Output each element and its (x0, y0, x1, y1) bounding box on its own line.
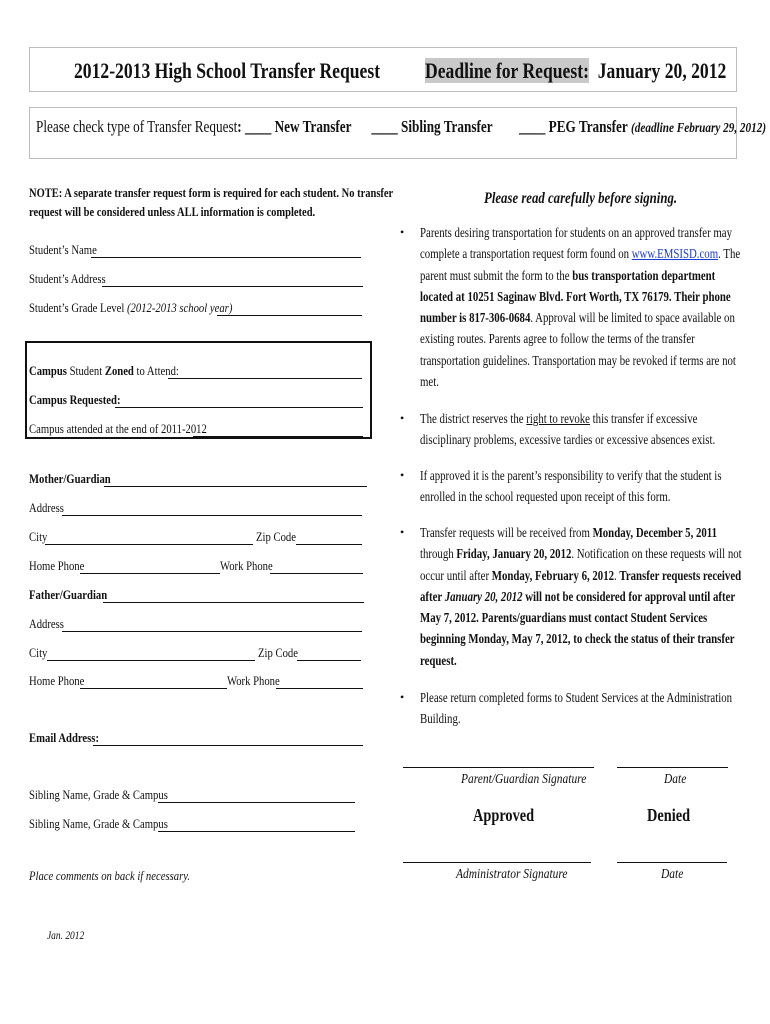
campus-zoned-field[interactable] (168, 378, 362, 379)
parent-signature-field[interactable] (403, 767, 594, 768)
deadline (425, 58, 770, 84)
sibling-2-label: Sibling Name, Grade & Campus (29, 816, 168, 831)
student-grade-label: Student’s Grade Level (2012-2013 school year) (29, 300, 233, 315)
mother-city-field[interactable] (45, 544, 253, 545)
parent-date-label: Date (664, 772, 687, 787)
bullet-icon: • (400, 468, 405, 482)
mother-home-phone-field[interactable] (80, 573, 220, 574)
mother-city-label: City (29, 529, 48, 544)
campus-requested-field[interactable] (115, 407, 363, 408)
father-zip-label: Zip Code (258, 645, 298, 660)
email-field[interactable] (93, 745, 363, 746)
student-address-label: Student’s Address (29, 271, 106, 286)
student-name-label: Student’s Name (29, 242, 97, 257)
peg-transfer-option[interactable]: ____ PEG Transfer (deadline February 29, 2012) (518, 117, 767, 136)
admin-signature-label: Administrator Signature (456, 867, 568, 882)
sibling-transfer-option[interactable]: ____ Sibling Transfer (371, 117, 493, 136)
mother-home-phone-label: Home Phone (29, 558, 85, 573)
sibling-2-field[interactable] (158, 831, 355, 832)
mother-zip-label: Zip Code (256, 529, 296, 544)
instructions-heading: Please read carefully before signing. (484, 190, 678, 207)
mother-name-field[interactable] (104, 486, 367, 487)
instruction-transportation: Parents desiring transportation for students on an approved transfer may complete a transportation request form found on www.EMSISD.com. The parent must submit the form to the bus transportation department located at 10251 Saginaw Blvd. Fort Worth, TX 76179. Their phone number is 817-306-0684. Approval will be limited to space available on existing routes. Parents agree to follow the terms of the transfer transportation guidelines. Transportation may be revoked if terms are not met. (420, 225, 741, 390)
denied-option[interactable]: Denied (647, 805, 691, 825)
father-name-field[interactable] (103, 602, 364, 603)
deadline-label: Deadline for Request: (425, 58, 589, 83)
parent-date-field[interactable] (617, 767, 728, 768)
instruction-revoke: The district reserves the right to revoke this transfer if excessive disciplinary problems, excessive tardies or excessive absences exist. (420, 411, 716, 448)
father-address-field[interactable] (62, 631, 362, 632)
form-title: 2012-2013 High School Transfer Request (74, 58, 381, 83)
note-line-2: request will be considered unless ALL information is completed. (29, 205, 316, 219)
student-name-field[interactable] (91, 257, 361, 258)
instruction-verify: If approved it is the parent’s responsibility to verify that the student is enrolled in the school requested upon receipt of this form. (420, 468, 722, 505)
footer-date: Jan. 2012 (47, 930, 85, 942)
approved-option[interactable]: Approved (473, 805, 535, 825)
father-city-label: City (29, 645, 48, 660)
father-work-phone-label: Work Phone (227, 673, 280, 688)
request-type-prompt: Please check type of Transfer Request (36, 117, 238, 136)
campus-zoned-label: Campus Student Zoned to Attend: (29, 363, 179, 378)
mother-address-field[interactable] (62, 515, 362, 516)
admin-date-field[interactable] (617, 862, 727, 863)
campus-attended-field[interactable] (193, 436, 363, 437)
new-transfer-option[interactable]: ____ New Transfer (244, 117, 352, 136)
admin-date-label: Date (661, 867, 684, 882)
bullet-icon: • (400, 411, 405, 425)
sibling-1-field[interactable] (158, 802, 355, 803)
campus-attended-label: Campus attended at the end of 2011-2012 (29, 421, 207, 436)
sibling-1-label: Sibling Name, Grade & Campus (29, 787, 168, 802)
instruction-dates: Transfer requests will be received from Monday, December 5, 2011 through Friday, January 20, 2012. Notification on these requests will not occur until after Monday, February 6, 2012. Transfer requests received after January 20, 2012 will not be considered for approval until after May 7, 2012. Parents/guardians must contact Student Services beginning Monday, May 7, 2012, to check the status of their transfer request. (420, 525, 742, 668)
note-line-1: NOTE: A separate transfer request form is required for each student. No transfer (29, 186, 394, 200)
emsisd-link[interactable]: www.EMSISD.com (631, 246, 719, 262)
father-work-phone-field[interactable] (276, 688, 363, 689)
parent-signature-label: Parent/Guardian Signature (461, 772, 587, 787)
mother-address-label: Address (29, 500, 64, 515)
bullet-icon: • (400, 525, 405, 539)
request-type-row: Please check type of Transfer Request: ____ New Transfer ____ Sibling Transfer ____ PEG Transfer (deadline February 29, 2012) (36, 117, 767, 136)
deadline-date: January 20, 2012 (597, 58, 727, 83)
instruction-return: Please return completed forms to Student Services at the Administration Building. (420, 690, 733, 727)
student-grade-field[interactable] (217, 315, 362, 316)
bullet-icon: • (400, 690, 405, 704)
admin-signature-field[interactable] (403, 862, 591, 863)
campus-requested-label: Campus Requested: (29, 392, 121, 407)
comments-note: Place comments on back if necessary. (29, 868, 191, 883)
father-label: Father/Guardian (29, 587, 108, 602)
father-home-phone-field[interactable] (80, 688, 227, 689)
bullet-icon: • (400, 225, 405, 239)
mother-label: Mother/Guardian (29, 471, 111, 486)
email-label: Email Address: (29, 730, 99, 745)
father-zip-field[interactable] (297, 660, 361, 661)
mother-work-phone-field[interactable] (270, 573, 363, 574)
mother-zip-field[interactable] (296, 544, 362, 545)
father-home-phone-label: Home Phone (29, 673, 85, 688)
father-address-label: Address (29, 616, 64, 631)
student-address-field[interactable] (102, 286, 363, 287)
mother-work-phone-label: Work Phone (220, 558, 273, 573)
father-city-field[interactable] (47, 660, 255, 661)
